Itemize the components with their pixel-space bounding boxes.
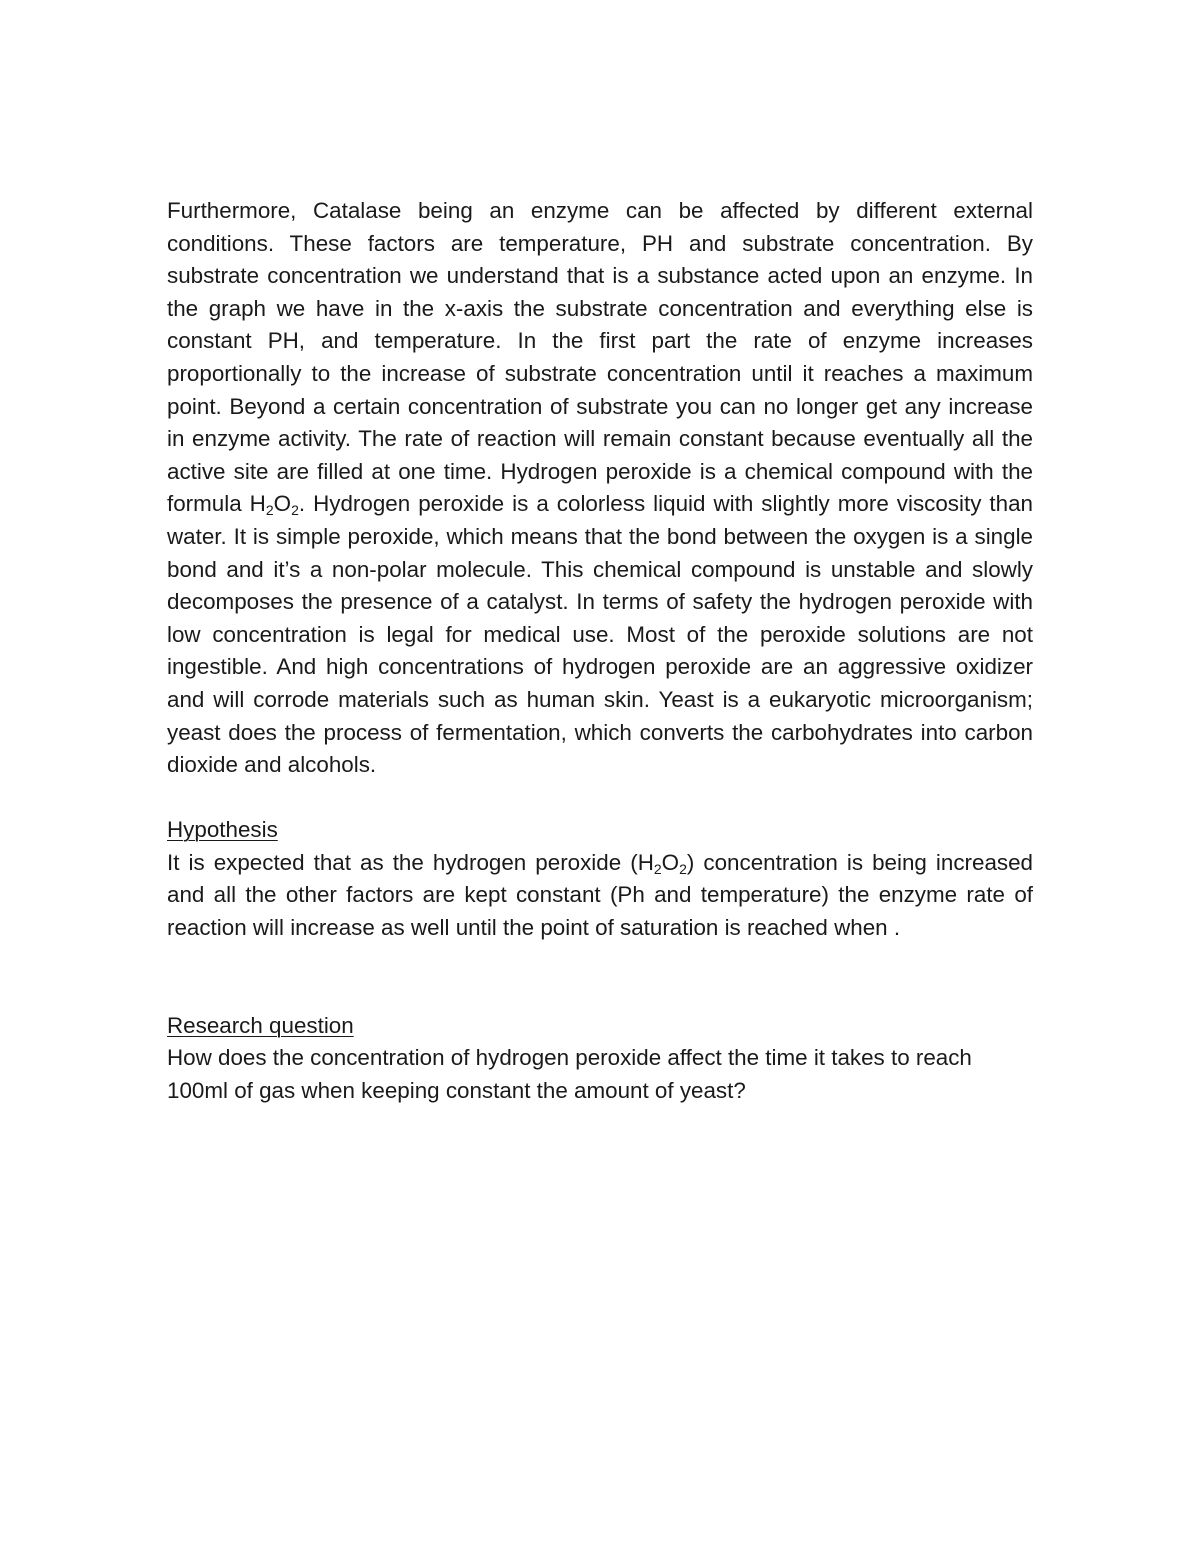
hypothesis-text-part1: It is expected that as the hydrogen peroxide (H [167,849,654,875]
paragraph-spacer [167,945,1033,1010]
document-body [167,195,1033,1107]
hypothesis-text-oxygen: O [661,849,680,875]
hypothesis-paragraph [167,847,1033,945]
hypothesis-heading: Hypothesis [167,817,278,843]
paragraph-spacer [167,782,1033,815]
research-question-heading: Research question [167,1012,354,1038]
intro-text-part1: Furthermore, Catalase being an enzyme can be affected by different external conditions. These factors are temperature, PH and substrate concentration. By substrate concentration we understand that is a substance acted upon an enzyme. In the graph we have in the x-axis the substrate concentration and everything else is constant PH, and temperature. In the first part the rate of enzyme increases proportionally to the increase of substrate concentration until it reaches a maximum point. Beyond a certain concentration of substrate you can no longer get any increase in enzyme activity. The rate of reaction will remain constant because eventually all the active site are filled at one time. Hydrogen peroxide is a chemical compound with the formula H [167,198,1033,517]
hypothesis-subscript-1: 2 [653,860,662,877]
intro-paragraph [167,195,1033,782]
hypothesis-text-part2: ) concentration is being increased and all the other factors are kept constant (Ph and temperature) the enzyme rate of reaction will increase as well until the point of saturation is reached when . [167,849,1034,941]
hypothesis-subscript-2: 2 [679,860,687,877]
intro-subscript-2: 2 [291,502,299,519]
research-question-text: How does the concentration of hydrogen peroxide affect the time it takes to reach 100ml of gas when keeping constant the amount of yeast? [167,1045,972,1103]
intro-subscript-1: 2 [265,502,274,519]
intro-text-part2: . Hydrogen peroxide is a colorless liquid with slightly more viscosity than water. It is simple peroxide, which means that the bond between the oxygen is a single bond and it’s a non-polar molecule. This chemical compound is unstable and slowly decomposes the presence of a catalyst. In terms of safety the hydrogen peroxide with low concentration is legal for medical use. Most of the peroxide solutions are not ingestible. And high concentrations of hydrogen peroxide are an aggressive oxidizer and will corrode materials such as human skin. Yeast is a eukaryotic microorganism; yeast does the process of fermentation, which converts the carbohydrates into carbon dioxide and alcohols. [167,491,1033,778]
intro-text-oxygen: O [273,491,292,517]
